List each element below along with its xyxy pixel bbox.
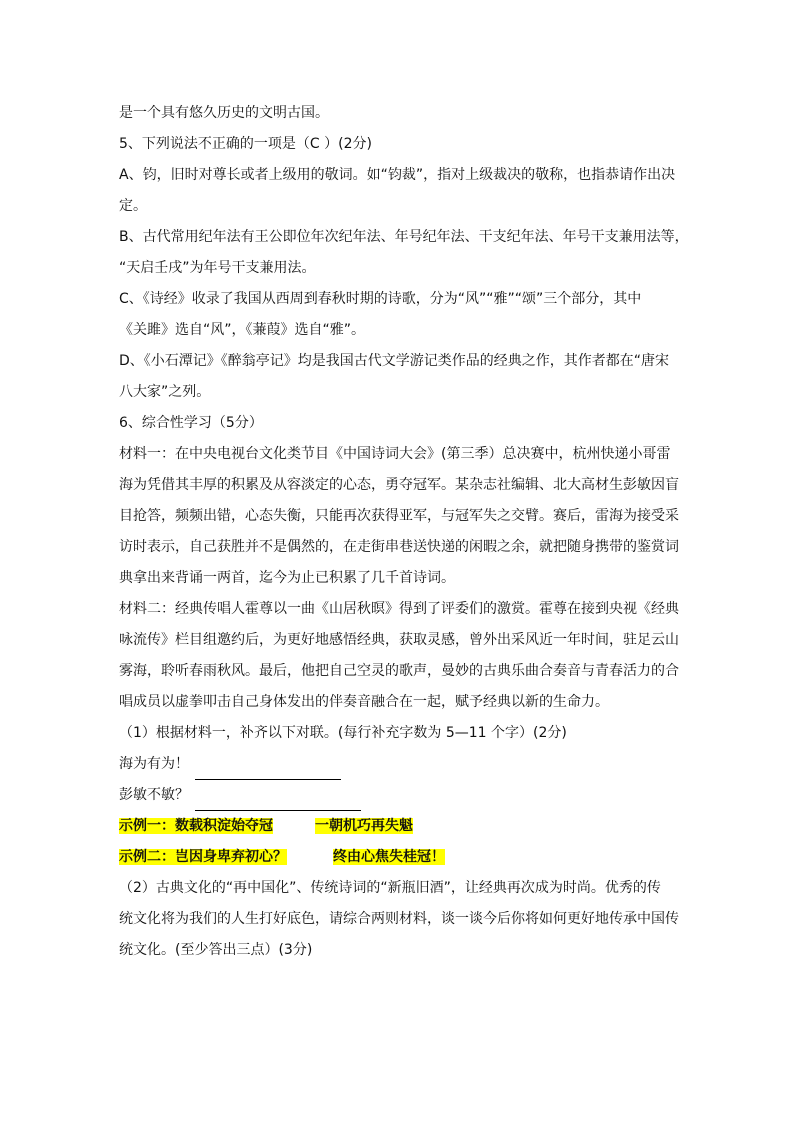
- answer-blank[interactable]: [195, 757, 341, 780]
- option-d-line-1: D、《小石潭记》《醉翁亭记》均是我国古代文学游记类作品的经典之作，其作者都在“唐宋: [119, 353, 670, 369]
- example-1-second: 一朝机巧再失魁: [315, 818, 413, 834]
- couplet-line-2: [119, 780, 679, 811]
- sub-question-2-line: （2）古典文化的“再中国化”、传统诗词的“新瓶旧酒”，让经典再次成为时尚。优秀的传: [119, 880, 661, 896]
- question-5-title: 5、下列说法不正确的一项是（C ）(2分): [119, 136, 372, 152]
- example-2-first: 示例二：岂因身卑弃初心？: [119, 849, 287, 865]
- option-a-line-2: 定。: [119, 198, 147, 214]
- option-c-line-2: 《关雎》选自“风”，《蒹葭》选自“雅”。: [119, 322, 366, 338]
- material-1-line: 访时表示，自己获胜并不是偶然的，在走街串巷送快递的闲暇之余，就把随身携带的鉴赏词: [119, 539, 679, 555]
- material-2-line: 雾海，聆听春雨秋风。最后，他把自己空灵的歌声，曼妙的古典乐曲合奏音与青春活力的合: [119, 663, 679, 679]
- couplet-line-1: [119, 749, 679, 780]
- material-1-line: 目抢答，频频出错，心态失衡，只能再次获得亚军，与冠军失之交臂。赛后，雷海为接受采: [119, 508, 679, 524]
- example-2: [119, 842, 679, 873]
- question-6-title: 6、综合性学习（5分）: [119, 415, 263, 431]
- option-a-line-1: A、钧，旧时对尊长或者上级用的敬词。如“钧裁”，指对上级裁决的敬称，也指恭请作出决: [119, 167, 676, 183]
- material-1-line: 海为凭借其丰厚的积累及从容淡定的心态，勇夺冠军。某杂志社编辑、北大高材生彭敏因盲: [119, 477, 679, 493]
- material-2-line: 咏流传》栏目组邀约后，为更好地感悟经典，获取灵感，曾外出采风近一年时间，驻足云山: [119, 632, 679, 648]
- sub-question-2-line: 统文化。(至少答出三点）(3分): [119, 942, 313, 958]
- option-b-line-2: “天启壬戌”为年号干支兼用法。: [119, 260, 316, 276]
- material-1-line: 典拿出来背诵一两首，迄今为止已积累了几千首诗词。: [119, 570, 455, 586]
- option-d-line-2: 八大家”之列。: [119, 384, 211, 400]
- document-body: [119, 98, 689, 966]
- option-c-line-1: C、《诗经》收录了我国从西周到春秋时期的诗歌，分为“风”“雅”“颂”三个部分，其中: [119, 291, 642, 307]
- example-1: [119, 811, 679, 842]
- answer-blank[interactable]: [195, 788, 361, 811]
- material-2-line: 唱成员以虚拳叩击自己身体发出的伴奏音融合在一起，赋予经典以新的生命力。: [119, 694, 609, 710]
- couplet-label: 海为有为！: [119, 756, 189, 772]
- option-b-line-1: B、古代常用纪年法有王公即位年次纪年法、年号纪年法、干支纪年法、年号干支兼用法等，: [119, 229, 689, 245]
- material-1-line: 材料一：在中央电视台文化类节目《中国诗词大会》(第三季）总决赛中，杭州快递小哥雷: [119, 446, 671, 462]
- example-1-first: 示例一：数载积淀始夺冠: [119, 818, 273, 834]
- example-2-second: 终由心焦失桂冠！: [333, 849, 445, 865]
- sub-question-2-line: 统文化将为我们的人生打好底色，请综合两则材料，谈一谈今后你将如何更好地传承中国传: [119, 911, 679, 927]
- material-2-line: 材料二：经典传唱人霍尊以一曲《山居秋暝》得到了评委们的激赏。霍尊在接到央视《经典: [119, 601, 679, 617]
- sub-question-1: （1）根据材料一，补齐以下对联。(每行补充字数为 5—11 个字）(2分): [119, 725, 567, 741]
- text-line: 是一个具有悠久历史的文明古国。: [119, 105, 329, 121]
- couplet-label: 彭敏不敏？: [119, 787, 189, 803]
